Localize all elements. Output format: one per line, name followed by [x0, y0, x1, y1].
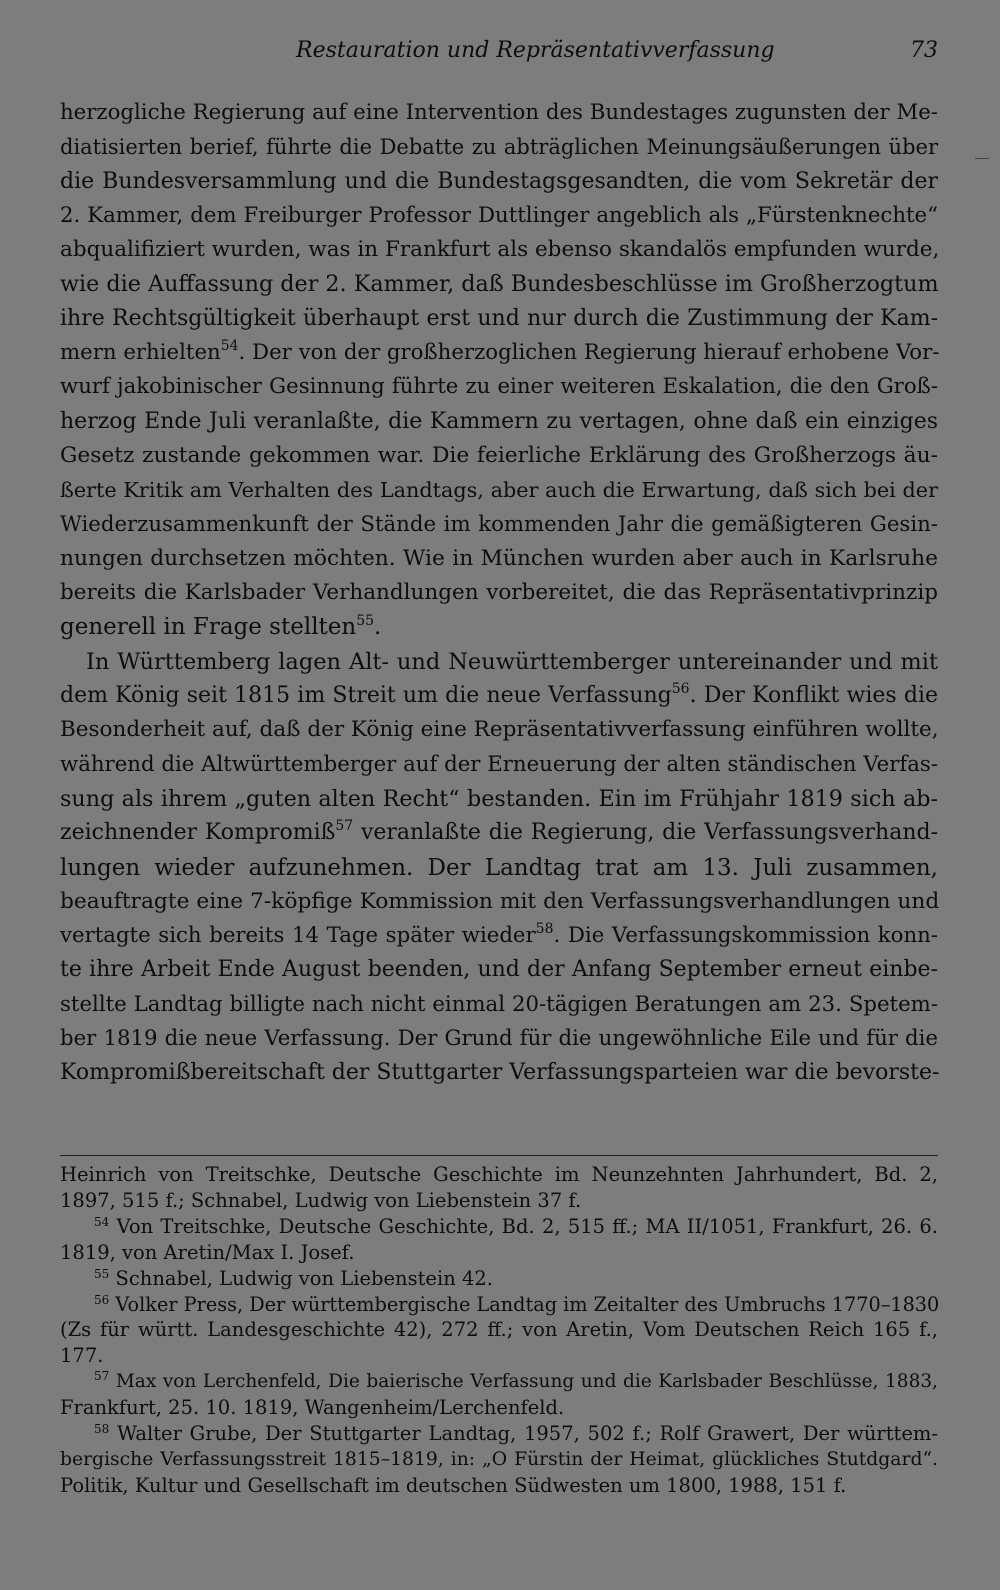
footnote-line: (Zs für württ. Landesgeschichte 42), 272 ff.; von Aretin, Vom Deutschen Reich 165 f., [60, 1318, 938, 1342]
footnote-number: 58 [94, 1422, 110, 1437]
footnote-line: 177. [60, 1344, 104, 1368]
footnote-text: Volker Press, Der württembergische Landtag im Zeitalter des Umbruchs 1770–1830 [109, 1292, 940, 1316]
footnote-ref-56: 56 [671, 681, 690, 698]
text-line: lungen wieder aufzunehmen. Der Landtag trat am 13. Juli zusammen, [60, 854, 938, 881]
footnote-text: Walter Grube, Der Stuttgarter Landtag, 1957, 502 f.; Rolf Grawert, Der württem- [109, 1422, 938, 1446]
footnote-text: Schnabel, Ludwig von Liebenstein 42. [109, 1266, 493, 1290]
text-line: 2. Kammer, dem Freiburger Professor Duttlinger angeblich als „Fürstenknechte“ [60, 202, 938, 228]
page-header [60, 38, 938, 74]
footnote-number: 56 [94, 1292, 110, 1307]
footnote-58 [60, 1421, 938, 1447]
text-line [60, 816, 938, 850]
text-line: beauftragte eine 7-köpfige Kommission mit den Verfassungsverhandlungen und [60, 888, 940, 914]
text-line: die Bundesversammlung und die Bundestagsgesandten, die vom Sekretär der [60, 168, 938, 194]
footnote-number: 57 [94, 1369, 110, 1384]
footnote-ref-54: 54 [220, 338, 239, 355]
text-span: vertagte sich bereits 14 Tage später wieder [60, 923, 536, 949]
text-line: Wiederzusammenkunft der Stände im kommenden Jahr die gemäßigteren Gesin- [60, 511, 938, 537]
text-line: sung als ihrem „guten alten Recht“ bestanden. Ein im Frühjahr 1819 sich ab- [60, 785, 938, 812]
footnote-ref-57: 57 [335, 818, 354, 835]
text-line: während die Altwürttemberger auf der Erneuerung der alten ständischen Verfas- [60, 751, 938, 777]
text-line: herzogliche Regierung auf eine Intervention des Bundestages zugunsten der Me- [60, 100, 938, 125]
text-span: . Der Konflikt wies die [689, 683, 938, 709]
text-span: . Die Verfassungskommission konn- [553, 923, 938, 949]
text-line [60, 336, 938, 370]
footnote-line: Frankfurt, 25. 10. 1819, Wangenheim/Lerchenfeld. [60, 1396, 565, 1420]
text-span: . Der von der großherzoglichen Regierung hierauf erhobene Vor- [238, 340, 940, 366]
footnote-line: bergische Verfassungsstreit 1815–1819, in: „O Fürstin der Heimat, glückliches Stutdgard“. [60, 1448, 938, 1470]
text-span: zeichnender Kompromiß [60, 820, 336, 846]
text-span: dem König seit 1815 im Streit um die neue Verfassung [60, 683, 672, 709]
text-line: wie die Auffassung der 2. Kammer, daß Bundesbeschlüsse im Großherzogtum [60, 271, 939, 298]
text-line [60, 919, 938, 953]
footnote-text: Max von Lerchenfeld, Die baierische Verfassung und die Karlsbader Beschlüsse, 1883, [109, 1371, 938, 1393]
text-line: bereits die Karlsbader Verhandlungen vorbereitet, die das Repräsentativprinzip [60, 580, 938, 606]
footnote-ref-55: 55 [356, 613, 375, 630]
page-number: 73 [910, 38, 938, 63]
text-line: wurf jakobinischer Gesinnung führte zu einer weiteren Eskalation, die den Groß- [60, 374, 938, 400]
text-line: ber 1819 die neue Verfassung. Der Grund für die ungewöhnliche Eile und für die [60, 1026, 938, 1052]
body-text [60, 96, 938, 1091]
text-line: te ihre Arbeit Ende August beenden, und der Anfang September erneut einbe- [60, 957, 938, 983]
text-line: stellte Landtag billigte nach nicht einmal 20-tägigen Beratungen am 23. Spetem- [60, 991, 938, 1017]
text-line: ihre Rechtsgültigkeit überhaupt erst und nur durch die Zustimmung der Kam- [60, 305, 938, 331]
footnote-ref-58: 58 [535, 921, 554, 938]
text-span: mern erhielten [60, 340, 221, 366]
text-line: Besonderheit auf, daß der König eine Repräsentativverfassung einführen wollte, [60, 717, 939, 743]
paragraph-start-line: In Württemberg lagen Alt- und Neuwürttemberger untereinander und mit [86, 648, 938, 675]
text-span: . [374, 614, 382, 641]
text-line: Kompromißbereitschaft der Stuttgarter Verfassungsparteien war die bevorste- [60, 1060, 940, 1086]
text-line: nungen durchsetzen möchten. Wie in München wurden aber auch in Karlsruhe [60, 545, 938, 571]
footnote-number: 55 [94, 1266, 110, 1281]
text-span: veranlaßte die Regierung, die Verfassungsverhand- [353, 820, 939, 846]
footnote-56 [60, 1292, 938, 1318]
footnotes [60, 1162, 938, 1499]
text-line: abqualifiziert wurden, was in Frankfurt als ebenso skandalös empfunden wurde, [60, 237, 940, 263]
margin-mark [975, 158, 989, 159]
footnote-line: 1819, von Aretin/Max I. Josef. [60, 1240, 355, 1264]
text-line [60, 679, 938, 713]
footnote-55 [60, 1266, 938, 1292]
text-line [60, 610, 938, 644]
footnote-54 [60, 1214, 938, 1240]
footnote-line: Heinrich von Treitschke, Deutsche Geschichte im Neunzehnten Jahrhundert, Bd. 2, [60, 1163, 938, 1186]
text-line: ßerte Kritik am Verhalten des Landtags, aber auch die Erwartung, daß sich bei der [60, 478, 938, 503]
footnote-57 [60, 1369, 938, 1395]
footnote-divider [60, 1155, 938, 1156]
running-title: Restauration und Repräsentativverfassung [296, 38, 775, 63]
text-line: herzog Ende Juli veranlaßte, die Kammern zu vertagen, ohne daß ein einziges [60, 408, 938, 434]
text-span: generell in Frage stellten [60, 614, 357, 641]
footnote-line: 1897, 515 f.; Schnabel, Ludwig von Liebenstein 37 f. [60, 1188, 582, 1212]
text-line: Gesetz zustande gekommen war. Die feierliche Erklärung des Großherzogs äu- [60, 442, 938, 468]
footnote-line: Politik, Kultur und Gesellschaft im deutschen Südwesten um 1800, 1988, 151 f. [60, 1473, 847, 1497]
footnote-number: 54 [94, 1214, 110, 1229]
footnote-text: Von Treitschke, Deutsche Geschichte, Bd. 2, 515 ff.; MA II/1051, Frankfurt, 26. 6. [109, 1214, 938, 1238]
text-line: diatisierten berief, führte die Debatte zu abträglichen Meinungsäußerungen über [60, 135, 938, 160]
